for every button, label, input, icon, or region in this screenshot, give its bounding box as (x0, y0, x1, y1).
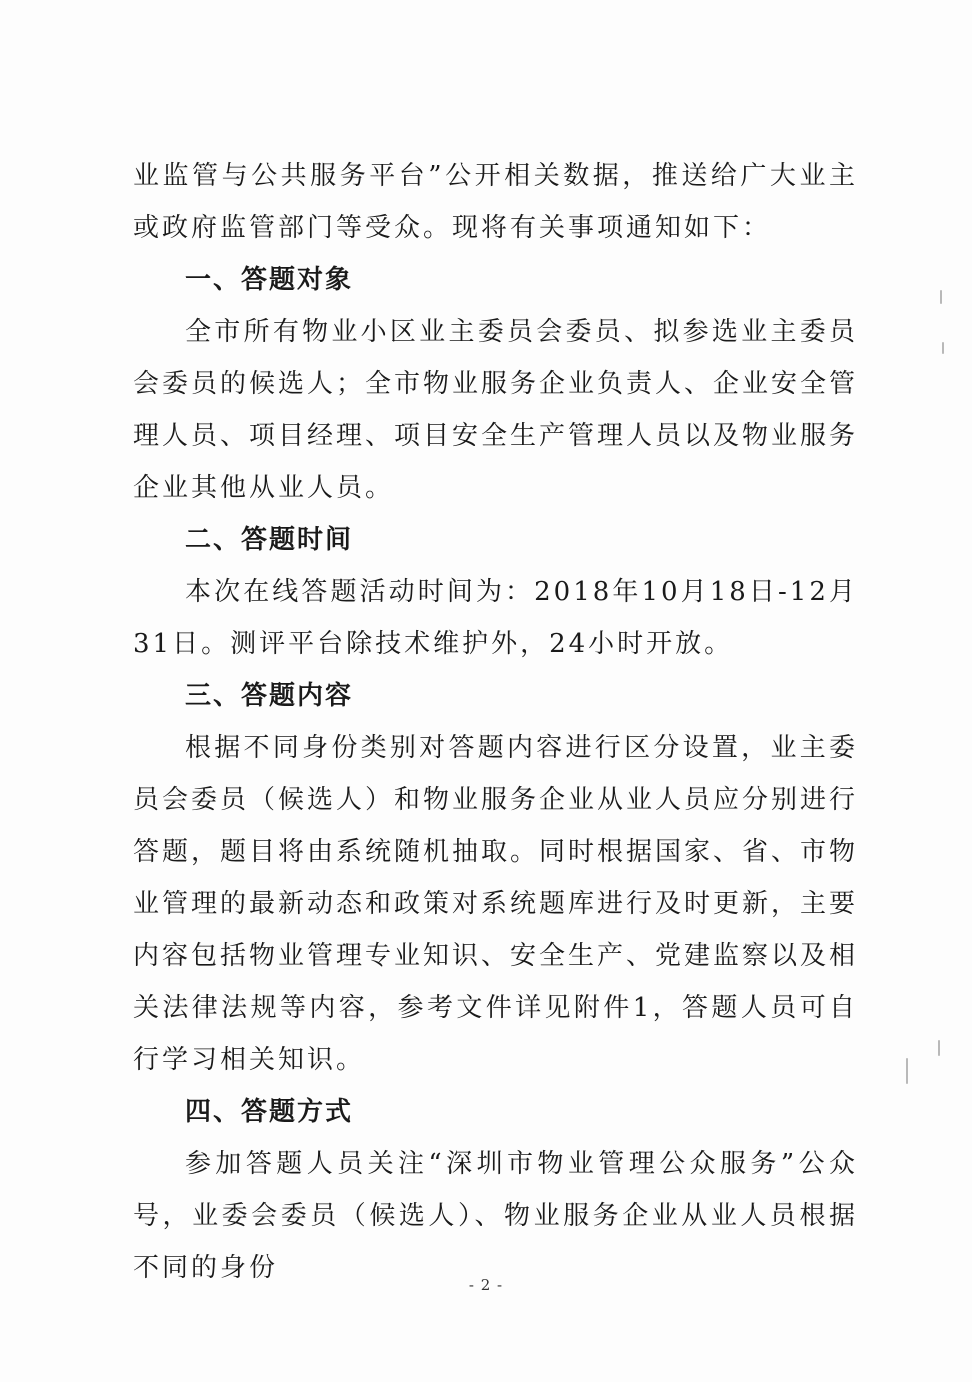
scan-mark (940, 290, 942, 304)
heading-answer-method: 四、答题方式 (185, 1097, 354, 1127)
heading-answer-time: 二、答题时间 (185, 525, 354, 555)
paragraph-intro: 业监管与公共服务平台”公开相关数据，推送给广大业主或政府监管部门等受众。现将有关事项通知如下： (133, 161, 858, 243)
paragraph-answer-content: 根据不同身份类别对答题内容进行区分设置，业主委员会委员（候选人）和物业服务企业从业人员应分别进行答题，题目将由系统随机抽取。同时根据国家、省、市物业管理的最新动态和政策对系统题库进行及时更新，主要内容包括物业管理专业知识、安全生产、党建监察以及相关法律法规等内容，参考文件详见附件1，答题人员可自行学习相关知识。 (133, 733, 859, 1075)
heading-answer-target: 一、答题对象 (185, 265, 354, 295)
page-number: - 2 - (468, 1276, 504, 1294)
body-text (133, 150, 858, 1294)
paragraph-answer-target: 全市所有物业小区业主委员会委员、拟参选业主委员会委员的候选人；全市物业服务企业负责人、企业安全管理人员、项目经理、项目安全生产管理人员以及物业服务企业其他从业人员。 (133, 317, 859, 503)
scan-mark (942, 342, 944, 354)
paragraph-answer-method: 参加答题人员关注“深圳市物业管理公众服务”公众号，业委会委员（候选人）、物业服务企业从业人员根据不同的身份 (133, 1149, 858, 1283)
scan-mark (938, 1040, 940, 1056)
heading-answer-content: 三、答题内容 (185, 681, 354, 711)
paragraph-answer-time: 本次在线答题活动时间为：2018年10月18日-12月31日。测评平台除技术维护外，24小时开放。 (133, 577, 858, 659)
scan-mark (906, 1058, 908, 1084)
